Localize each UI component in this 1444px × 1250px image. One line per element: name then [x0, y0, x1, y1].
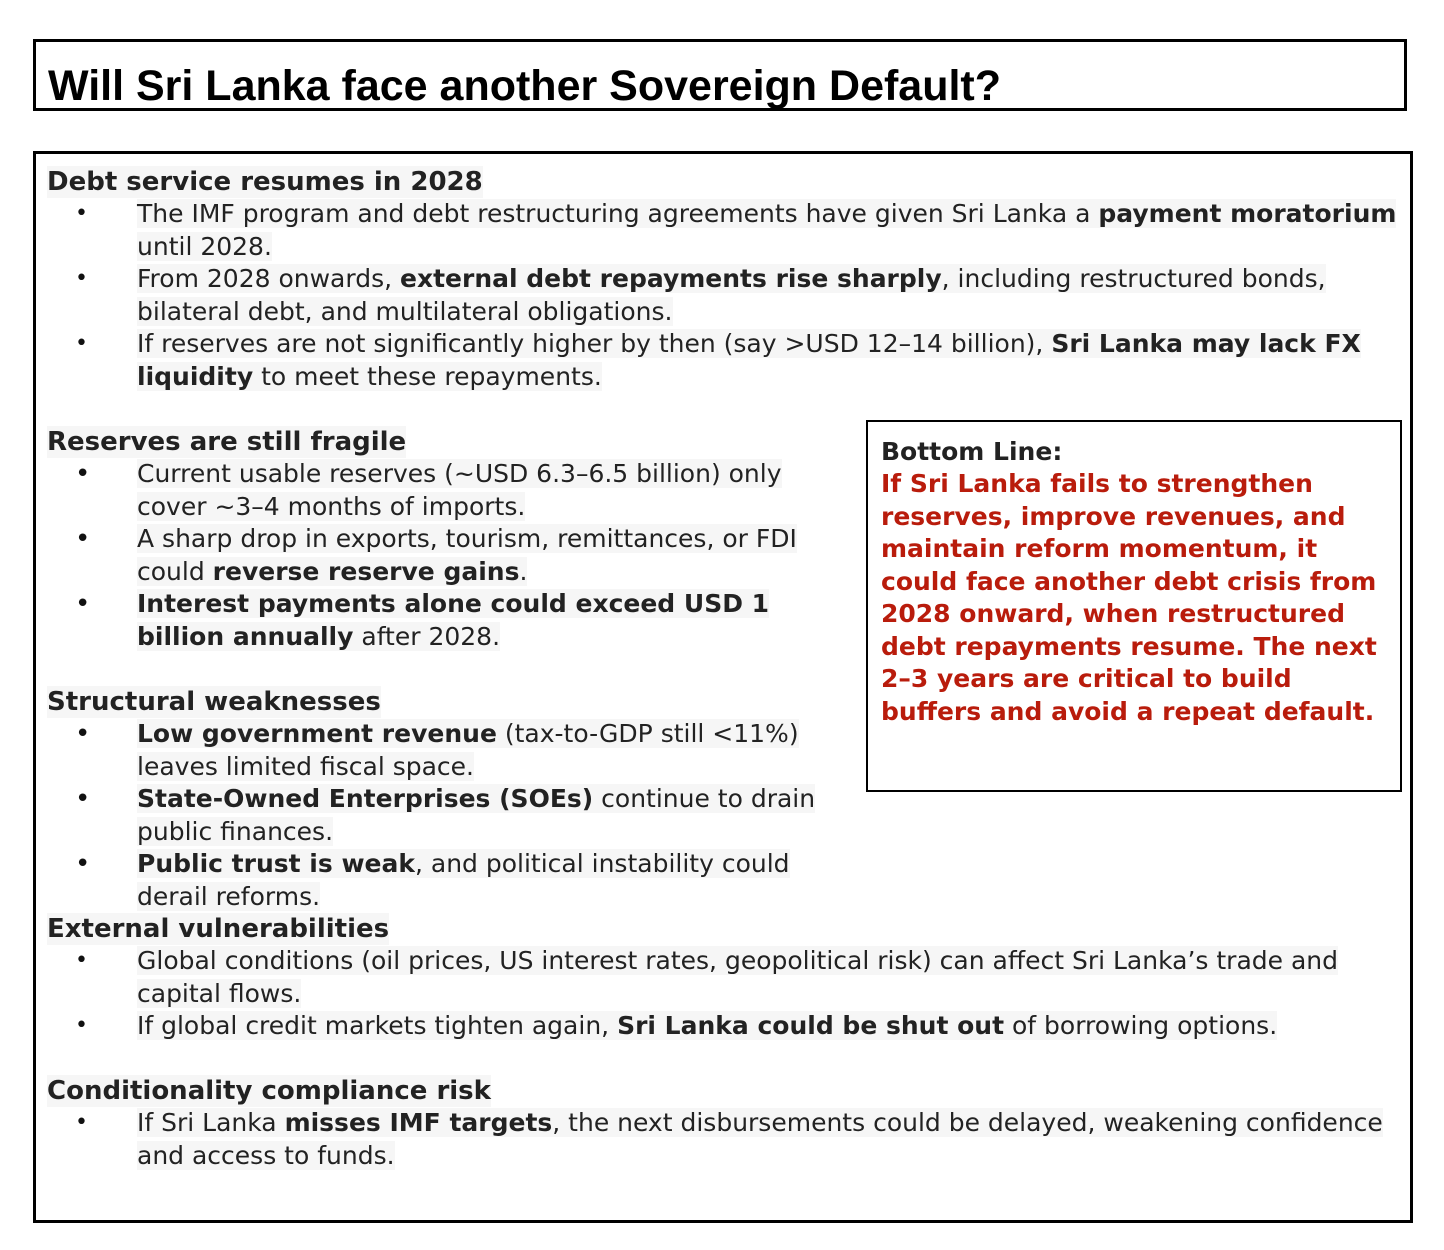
- bullet-text: [137, 1108, 1383, 1170]
- bullet-text: [137, 784, 815, 846]
- text-run: Global conditions (oil prices, US interest rates, geopolitical risk) can affect Sri Lanka’s trade and capital flows.: [137, 946, 1339, 1008]
- section-structural: [47, 686, 837, 913]
- bullet-dot-icon: •: [75, 1013, 88, 1038]
- page-title: Will Sri Lanka face another Sovereign Default?: [48, 62, 1002, 110]
- bullet-item: [47, 945, 1407, 1010]
- text-run: The IMF program and debt restructuring agreements have given Sri Lanka a: [137, 199, 1099, 228]
- bold-text: Sri Lanka may lack FX liquidity: [137, 329, 1361, 391]
- bold-text: Public trust is weak: [137, 849, 415, 878]
- bullet-dot-icon: •: [75, 948, 88, 973]
- bold-text: payment moratorium: [1098, 199, 1397, 228]
- bottom-line-box: [866, 420, 1402, 792]
- bullet-dot-icon: •: [75, 459, 91, 489]
- bottom-line-heading: Bottom Line:: [881, 437, 1063, 466]
- bullet-list: [47, 458, 837, 653]
- section-heading: Structural weaknesses: [47, 687, 381, 717]
- title-box: [33, 39, 1407, 111]
- bullet-dot-icon: •: [75, 784, 91, 814]
- text-run: continue to drain public finances.: [137, 784, 816, 846]
- bold-text: Sri Lanka could be shut out: [617, 1011, 1005, 1040]
- bold-text: State-Owned Enterprises (SOEs): [137, 784, 594, 813]
- text-run: to meet these repayments.: [253, 361, 602, 391]
- text-run: until 2028.: [137, 231, 272, 261]
- bullet-item: [47, 523, 837, 588]
- bullet-item: [47, 588, 837, 653]
- bullet-item: [47, 328, 1397, 393]
- bullet-dot-icon: •: [75, 331, 88, 356]
- text-run: A sharp drop in exports, tourism, remittances, or FDI could: [137, 524, 797, 586]
- section-heading: Reserves are still fragile: [47, 427, 407, 457]
- text-run: , the next disbursements could be delayed, weakening confidence and access to funds.: [137, 1108, 1383, 1170]
- bullet-text: [137, 946, 1338, 1008]
- text-run: , including restructured bonds, bilateral debt, and multilateral obligations.: [137, 264, 1326, 326]
- bullet-text: [137, 849, 790, 911]
- section-debt-service: [47, 166, 1397, 393]
- bullet-dot-icon: •: [75, 201, 88, 226]
- text-run: of borrowing options.: [1004, 1011, 1278, 1040]
- bullet-item: [47, 1010, 1407, 1043]
- bullet-text: [137, 459, 782, 521]
- text-run: after 2028.: [353, 621, 501, 651]
- bullet-list: [47, 945, 1407, 1043]
- bullet-list: [47, 718, 837, 913]
- bullet-dot-icon: •: [75, 524, 91, 554]
- bullet-text: [137, 329, 1361, 391]
- section-reserves: [47, 426, 837, 653]
- section-external: [47, 913, 1407, 1043]
- bold-text: Low government revenue: [137, 719, 497, 748]
- bullet-text: [137, 524, 797, 586]
- text-run: From 2028 onwards,: [137, 264, 400, 293]
- bullet-item: [47, 263, 1397, 328]
- bold-text: Interest payments alone could exceed USD 1 billion annually: [137, 589, 770, 651]
- bold-text: misses IMF targets: [284, 1108, 553, 1137]
- bullet-text: [137, 589, 769, 651]
- bullet-text: [137, 719, 799, 781]
- bullet-dot-icon: •: [75, 589, 91, 619]
- bullet-item: [47, 848, 837, 913]
- section-heading: Conditionality compliance risk: [47, 1076, 491, 1106]
- bullet-item: [47, 718, 837, 783]
- bullet-list: [47, 1107, 1387, 1172]
- section-heading: Debt service resumes in 2028: [47, 167, 483, 197]
- bullet-dot-icon: •: [75, 266, 88, 291]
- section-conditionality: [47, 1075, 1387, 1172]
- content-box: [33, 151, 1413, 1223]
- bullet-dot-icon: •: [75, 719, 91, 749]
- bullet-item: [47, 198, 1397, 263]
- bold-text: reverse reserve gains: [212, 556, 520, 586]
- bullet-item: [47, 783, 837, 848]
- bullet-item: [47, 458, 837, 523]
- bullet-text: [137, 1011, 1277, 1040]
- bullet-dot-icon: •: [75, 849, 91, 879]
- text-run: If global credit markets tighten again,: [137, 1011, 618, 1040]
- bold-text: external debt repayments rise sharply: [400, 264, 942, 293]
- bullet-text: [137, 264, 1326, 326]
- text-run: Current usable reserves (~USD 6.3–6.5 billion) only cover ~3–4 months of imports.: [137, 459, 782, 521]
- bottom-line-text: If Sri Lanka fails to strengthen reserves, improve revenues, and maintain reform momentum, it could face another debt crisis from 2028 onward, when restructured debt repayments resume. The next 2–3 years are critical to build buffers and avoid a repeat default.: [881, 469, 1377, 726]
- text-run: If reserves are not significantly higher by then (say >USD 12–14 billion),: [137, 329, 1052, 358]
- text-run: If Sri Lanka: [137, 1108, 285, 1137]
- text-run: .: [519, 556, 528, 586]
- bullet-text: [137, 199, 1396, 261]
- text-run: , and political instability could derail reforms.: [137, 849, 790, 911]
- bullet-dot-icon: •: [75, 1110, 88, 1135]
- bullet-item: [47, 1107, 1387, 1172]
- section-heading: External vulnerabilities: [47, 914, 390, 944]
- bullet-list: [47, 198, 1397, 393]
- text-run: (tax-to-GDP still <11%) leaves limited fiscal space.: [137, 719, 799, 781]
